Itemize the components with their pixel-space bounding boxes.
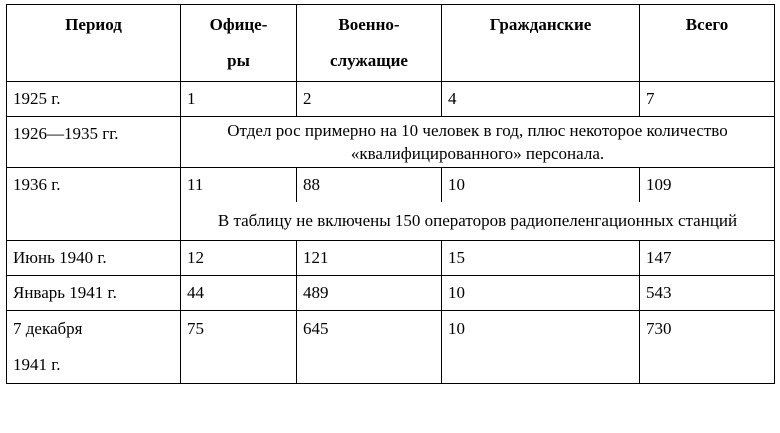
cell-military: 645 [297, 311, 442, 384]
table-row [7, 82, 775, 117]
cell-civilians: 10 [442, 311, 640, 384]
cell-total: 543 [640, 276, 775, 311]
row-note: Отдел рос примерно на 10 человек в год, плюс некоторое количество «квалифицированного» персонала. [181, 117, 775, 168]
cell-civilians: 15 [442, 241, 640, 276]
row-note: В таблицу не включены 150 операторов радиопеленгационных станций [181, 202, 775, 241]
cell-officers: 11 [181, 168, 297, 203]
table-row [7, 168, 775, 203]
cell-total: 147 [640, 241, 775, 276]
table-row [7, 117, 775, 168]
header-total: Всего [640, 5, 775, 82]
header-officers: Офице- ры [181, 5, 297, 82]
cell-military: 2 [297, 82, 442, 117]
cell-officers: 75 [181, 311, 297, 384]
cell-civilians: 10 [442, 276, 640, 311]
cell-civilians: 10 [442, 168, 640, 203]
cell-military: 88 [297, 168, 442, 203]
cell-period: Январь 1941 г. [7, 276, 181, 311]
cell-period: 1936 г. [7, 168, 181, 241]
header-period: Период [7, 5, 181, 82]
header-military: Военно- служащие [297, 5, 442, 82]
cell-civilians: 4 [442, 82, 640, 117]
header-row [7, 5, 775, 82]
cell-total: 7 [640, 82, 775, 117]
cell-military: 489 [297, 276, 442, 311]
table-row [7, 311, 775, 384]
table-row [7, 241, 775, 276]
cell-officers: 12 [181, 241, 297, 276]
cell-officers: 44 [181, 276, 297, 311]
cell-period: 1926—1935 гг. [7, 117, 181, 168]
cell-officers: 1 [181, 82, 297, 117]
cell-period: 7 декабря 1941 г. [7, 311, 181, 384]
cell-military: 121 [297, 241, 442, 276]
cell-total: 109 [640, 168, 775, 203]
table-row [7, 276, 775, 311]
header-civilians: Гражданские [442, 5, 640, 82]
cell-period: 1925 г. [7, 82, 181, 117]
staff-table [6, 4, 775, 384]
cell-total: 730 [640, 311, 775, 384]
cell-period: Июнь 1940 г. [7, 241, 181, 276]
